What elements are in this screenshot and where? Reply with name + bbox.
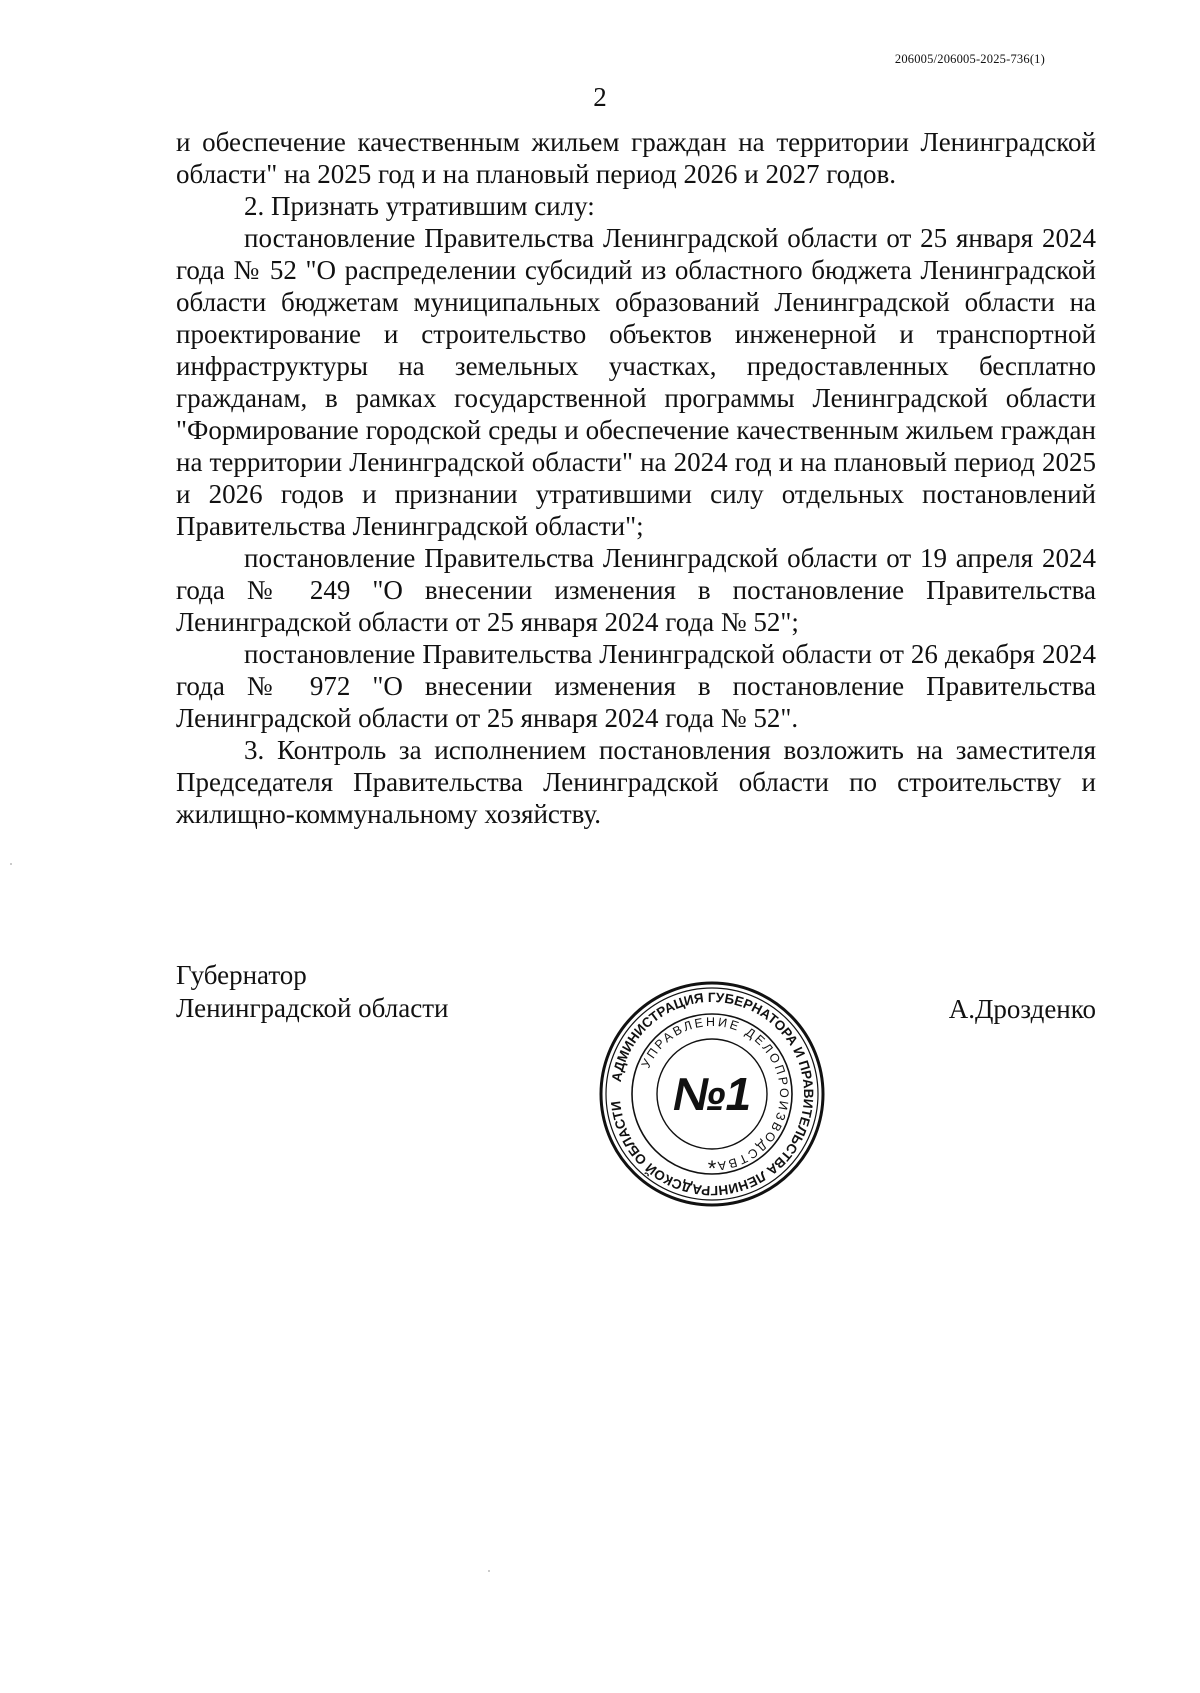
signatory-title-line1: Губернатор — [176, 960, 307, 990]
paragraph-repealed-act-972: постановление Правительства Ленинградской области от 26 декабря 2024 года № 972 "О внесении изменения в постановление Правительства Ленинградской области от 25 января 2024 года № 52". — [176, 639, 1096, 733]
seal-outer-text: АДМИНИСТРАЦИЯ ГУБЕРНАТОРА И ПРАВИТЕЛЬСТВА ЛЕНИНГРАДСКОЙ ОБЛАСТИ — [608, 989, 817, 1199]
scan-speck — [488, 1570, 490, 1572]
signatory-title — [176, 959, 448, 1025]
scan-speck — [10, 863, 12, 865]
paragraph-item-3: 3. Контроль за исполнением постановления возложить на заместителя Председателя Правительства Ленинградской области по строительству и жилищно-коммунальному хозяйству. — [176, 735, 1096, 829]
seal-graphic — [598, 980, 826, 1208]
official-seal — [598, 980, 826, 1208]
paragraph-repealed-act-52: постановление Правительства Ленинградской области от 25 января 2024 года № 52 "О распределении субсидий из областного бюджета Ленинградской области бюджетам муниципальных образований Ленинградской области на проектирование и строительство объектов инженерной и транспортной инфраструктуры на земельных участках, предоставленных бесплатно гражданам, в рамках государственной программы Ленинградской области "Формирование городской среды и обеспечение качественным жильем граждан на территории Ленинградской области" на 2024 год и на плановый период 2025 и 2026 годов и признании утратившими силу отдельных постановлений Правительства Ленинградской области"; — [176, 223, 1096, 541]
paragraph-item-2: 2. Признать утратившим силу: — [244, 191, 595, 221]
signatory-name: А.Дрозденко — [948, 994, 1096, 1024]
seal-inner-text: УПРАВЛЕНИЕ ДЕЛОПРОИЗВОДСТВА — [638, 1014, 792, 1174]
paragraph-repealed-act-249: постановление Правительства Ленинградской области от 19 апреля 2024 года № 249 "О внесении изменения в постановление Правительства Ленинградской области от 25 января 2024 года № 52"; — [176, 543, 1096, 637]
signatory-title-line2: Ленинградской области — [176, 993, 449, 1023]
seal-center-number: №1 — [672, 1068, 752, 1120]
page-number: 2 — [593, 82, 607, 112]
seal-star: * — [707, 1156, 717, 1181]
paragraph-continuation: и обеспечение качественным жильем граждан на территории Ленинградской области" на 2025 год и на плановый период 2026 и 2027 годов. — [176, 127, 1096, 189]
document-id: 206005/206005-2025-736(1) — [894, 52, 1045, 66]
document-body — [176, 126, 1096, 830]
